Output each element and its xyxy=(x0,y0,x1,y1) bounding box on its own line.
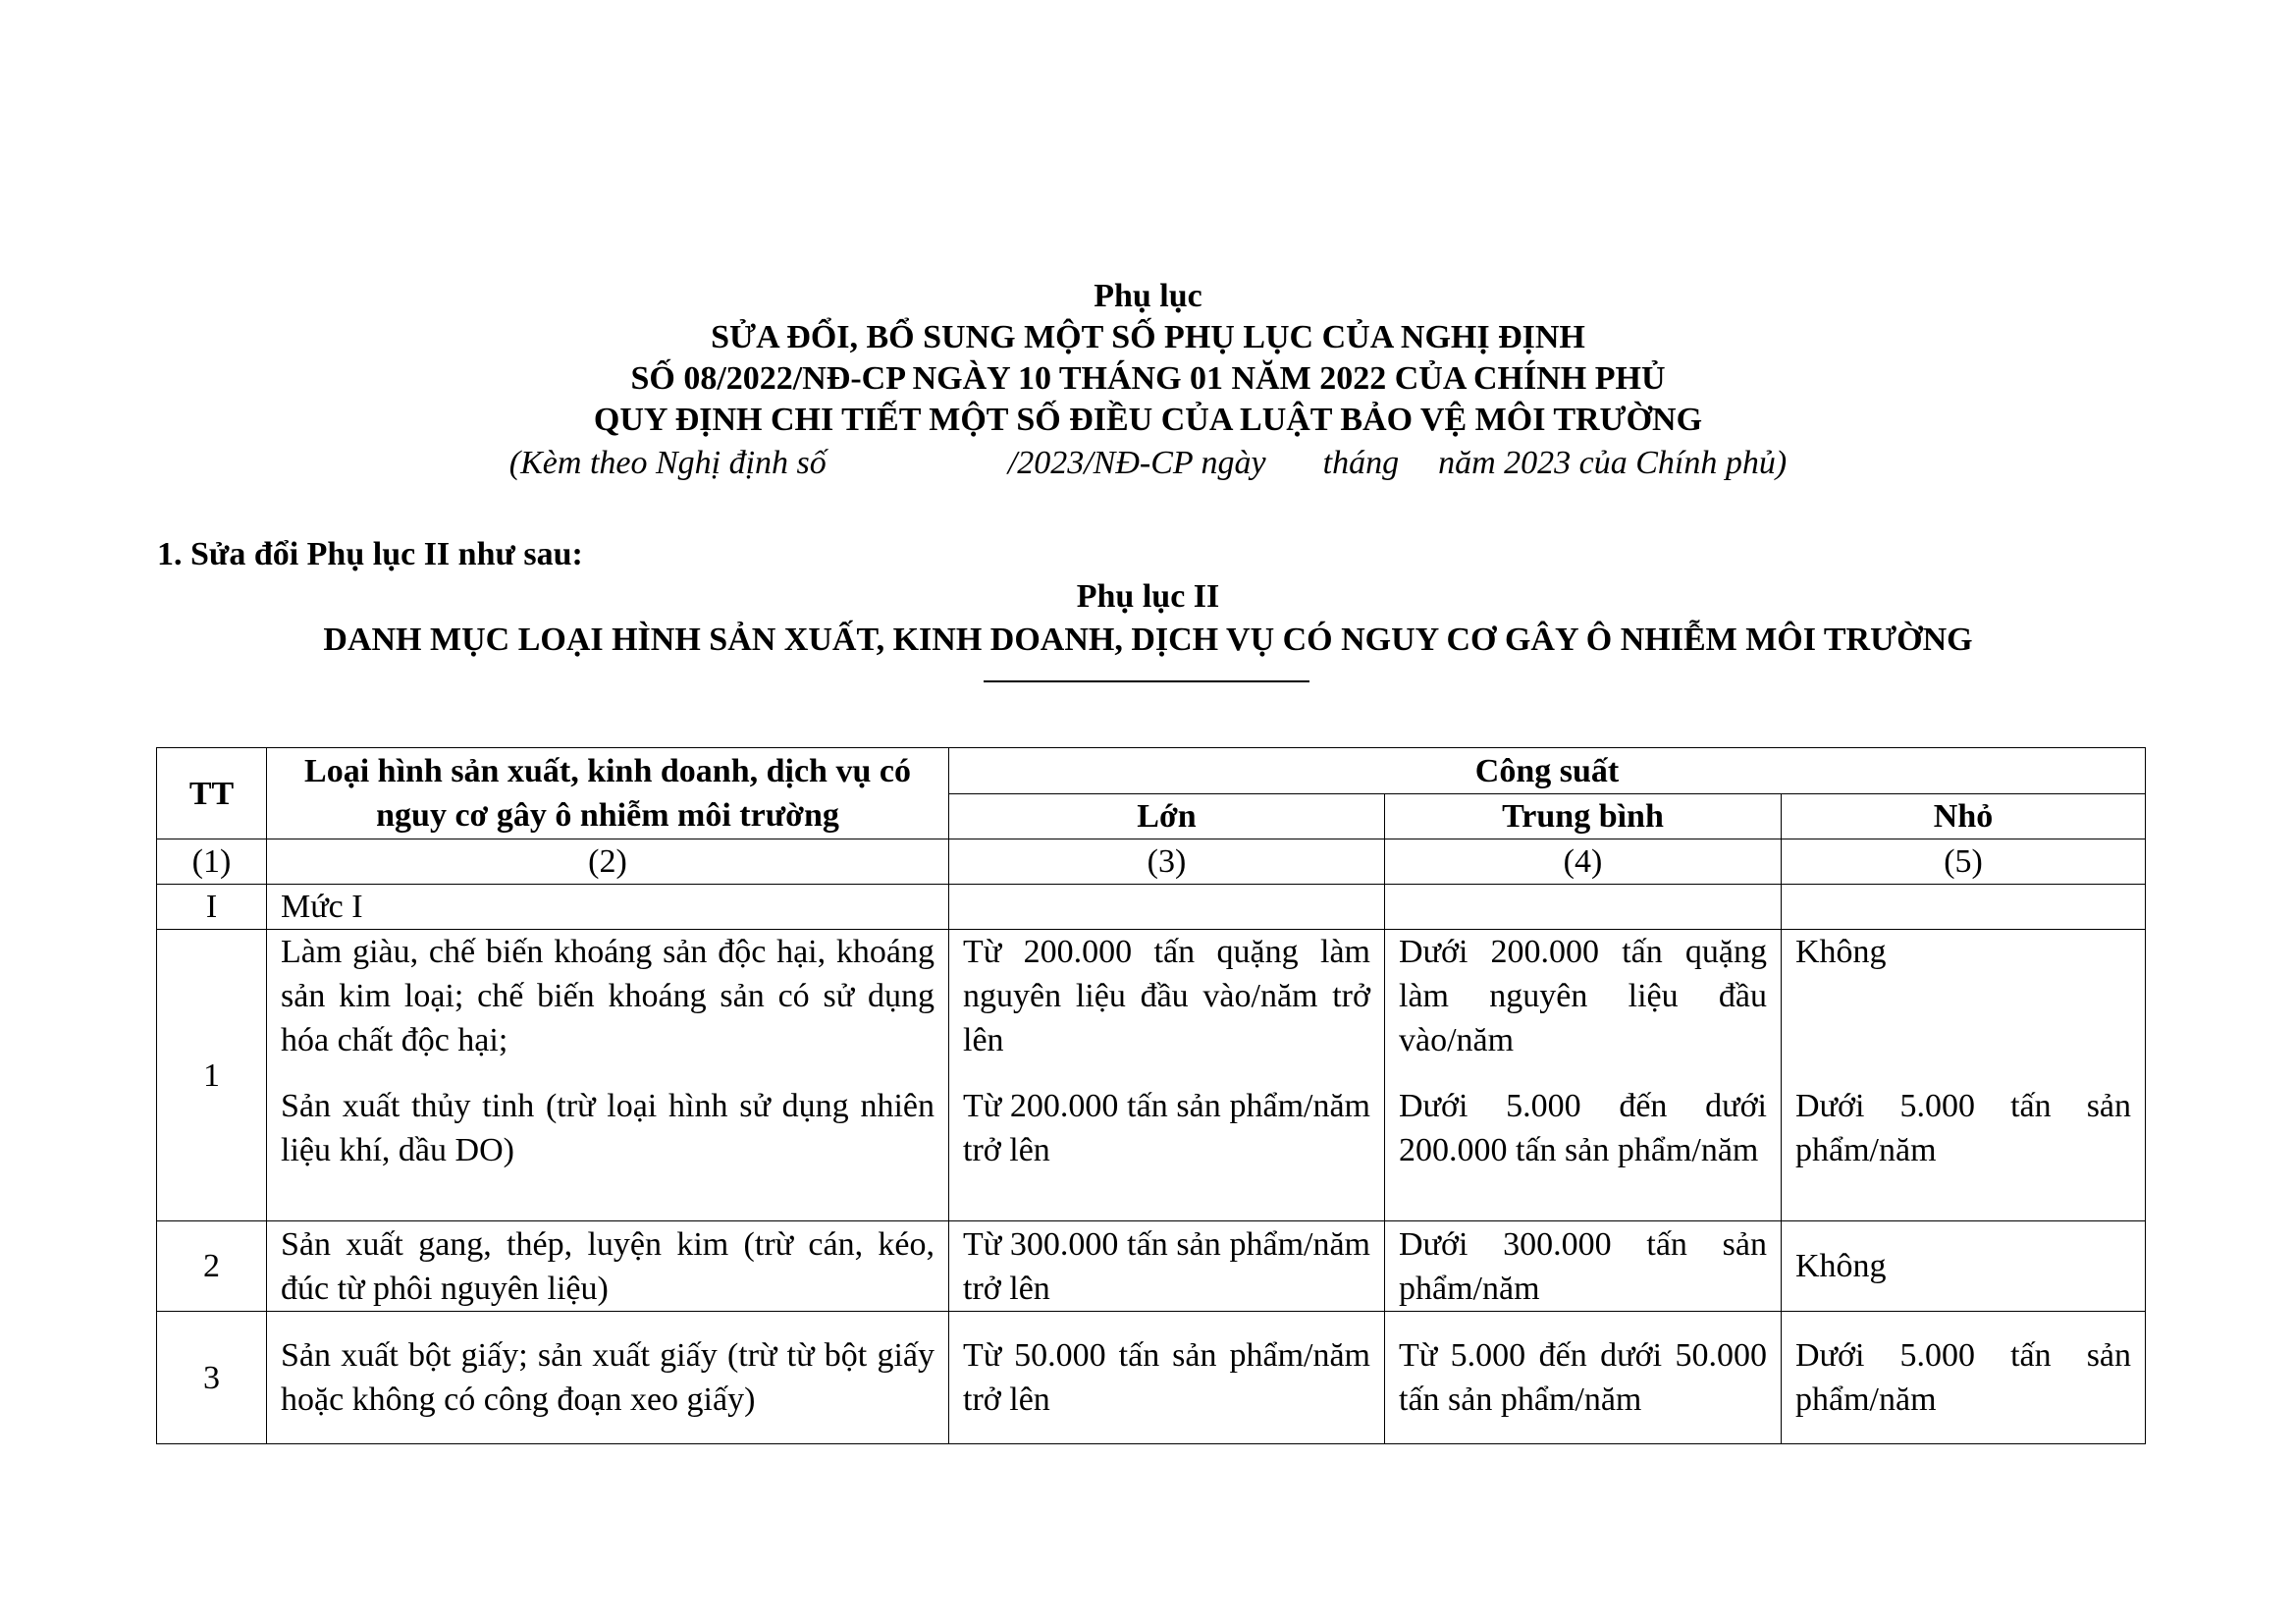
column-index: (3) xyxy=(949,839,1385,885)
row-number: 1 xyxy=(157,930,267,1221)
large-capacity: Từ 200.000 tấn quặng làm nguyên liệu đầu vào/năm trở lên xyxy=(963,934,1370,1058)
empty-cell xyxy=(949,885,1385,930)
level-label: Mức I xyxy=(267,885,949,930)
header-small: Nhỏ xyxy=(1782,794,2146,839)
decree-reference-part-4: năm 2023 của Chính phủ) xyxy=(1438,445,1788,481)
header-capacity: Công suất xyxy=(949,748,2146,794)
medium-capacity: Dưới 5.000 đến dưới 200.000 tấn sản phẩm/năm xyxy=(1399,1088,1767,1168)
decree-reference xyxy=(0,444,2296,483)
appendix-heading-line-1: SỬA ĐỔI, BỔ SUNG MỘT SỐ PHỤ LỤC CỦA NGHỊ ĐỊNH xyxy=(711,319,1585,355)
activity-table xyxy=(156,747,2146,1444)
large-capacity: Từ 200.000 tấn sản phẩm/năm trở lên xyxy=(963,1088,1370,1168)
table-row xyxy=(157,930,2146,1221)
table-row xyxy=(157,1312,2146,1444)
appendix-title: Phụ lục xyxy=(1094,278,1202,314)
medium-capacity: Dưới 200.000 tấn quặng làm nguyên liệu đầu vào/năm xyxy=(1399,934,1767,1058)
empty-cell xyxy=(1385,885,1782,930)
decree-reference-part-3: tháng xyxy=(1322,445,1400,481)
appendix-heading-line-2: SỐ 08/2022/NĐ-CP NGÀY 10 THÁNG 01 NĂM 2022 CỦA CHÍNH PHỦ xyxy=(630,360,1666,397)
column-index: (2) xyxy=(267,839,949,885)
decree-reference-part-2: /2023/NĐ-CP ngày xyxy=(1007,445,1266,481)
large-capacity-cell xyxy=(949,930,1385,1221)
small-capacity: Dưới 5.000 tấn sản phẩm/năm xyxy=(1782,1312,2146,1444)
header-activity-type: Loại hình sản xuất, kinh doanh, dịch vụ có nguy cơ gây ô nhiễm môi trường xyxy=(267,748,949,839)
medium-capacity-cell xyxy=(1385,930,1782,1221)
title-underline xyxy=(984,680,1309,682)
large-capacity: Từ 50.000 tấn sản phẩm/năm trở lên xyxy=(949,1312,1385,1444)
row-number: 3 xyxy=(157,1312,267,1444)
empty-cell xyxy=(1782,885,2146,930)
row-number: 2 xyxy=(157,1221,267,1312)
table-header-row xyxy=(157,748,2146,794)
column-index: (1) xyxy=(157,839,267,885)
activity-type-cell xyxy=(267,930,949,1221)
level-row xyxy=(157,885,2146,930)
decree-reference-part-1: (Kèm theo Nghị định số xyxy=(508,445,827,481)
activity-type: Làm giàu, chế biến khoáng sản độc hại, khoáng sản kim loại; chế biến khoáng sản có sử dụng hóa chất độc hại; xyxy=(281,934,934,1058)
column-index: (5) xyxy=(1782,839,2146,885)
header-large: Lớn xyxy=(949,794,1385,839)
small-capacity-cell xyxy=(1782,930,2146,1221)
column-index: (4) xyxy=(1385,839,1782,885)
medium-capacity: Dưới 300.000 tấn sản phẩm/năm xyxy=(1385,1221,1782,1312)
annex-title: Phụ lục II xyxy=(1076,578,1220,615)
medium-capacity: Từ 5.000 đến dưới 50.000 tấn sản phẩm/năm xyxy=(1385,1312,1782,1444)
small-capacity: Không xyxy=(1795,934,1887,970)
column-index-row xyxy=(157,839,2146,885)
appendix-heading-line-3: QUY ĐỊNH CHI TIẾT MỘT SỐ ĐIỀU CỦA LUẬT BẢO VỆ MÔI TRƯỜNG xyxy=(593,402,1703,438)
activity-type: Sản xuất bột giấy; sản xuất giấy (trừ từ bột giấy hoặc không có công đoạn xeo giấy) xyxy=(267,1312,949,1444)
header-medium: Trung bình xyxy=(1385,794,1782,839)
large-capacity: Từ 300.000 tấn sản phẩm/năm trở lên xyxy=(949,1221,1385,1312)
activity-type: Sản xuất thủy tinh (trừ loại hình sử dụng nhiên liệu khí, dầu DO) xyxy=(281,1088,934,1168)
table-row xyxy=(157,1221,2146,1312)
level-number: I xyxy=(157,885,267,930)
header-tt: TT xyxy=(157,748,267,839)
annex-subtitle: DANH MỤC LOẠI HÌNH SẢN XUẤT, KINH DOANH, DỊCH VỤ CÓ NGUY CƠ GÂY Ô NHIỄM MÔI TRƯỜNG xyxy=(323,622,1973,658)
small-capacity: Dưới 5.000 tấn sản phẩm/năm xyxy=(1795,1088,2132,1168)
activity-type: Sản xuất gang, thép, luyện kim (trừ cán, kéo, đúc từ phôi nguyên liệu) xyxy=(267,1221,949,1312)
section-heading: 1. Sửa đổi Phụ lục II như sau: xyxy=(157,536,583,572)
small-capacity: Không xyxy=(1782,1221,2146,1312)
